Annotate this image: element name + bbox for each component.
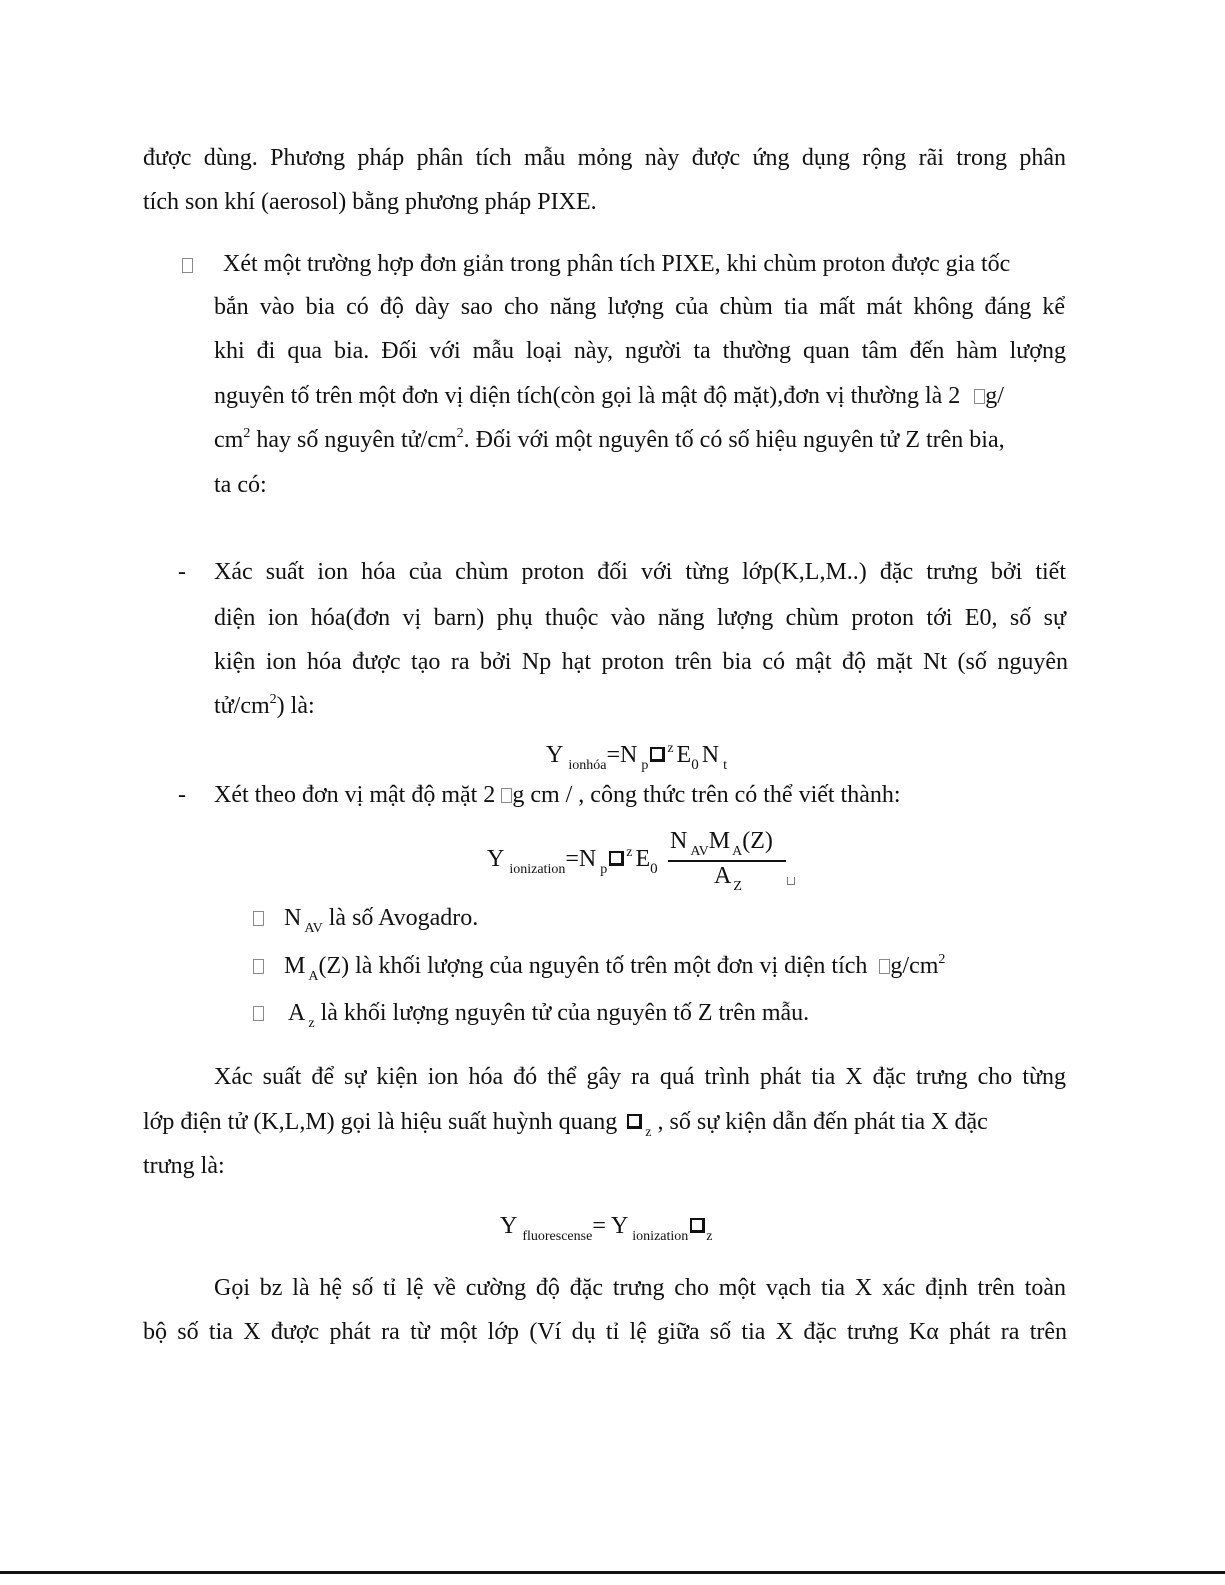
- bullet-case-line-2: bắn vào bia có độ dày sao cho năng lượng của chùm tia mất mát không đáng kể: [214, 294, 1065, 320]
- bz-line-2: bộ số tia X được phát ra từ một lớp (Ví dụ tỉ lệ giữa số tia X đặc trưng Kα phát ra trên: [143, 1319, 1067, 1345]
- line4-text-a: tử/cm: [214, 693, 270, 719]
- missing-glyph-icon: [879, 959, 890, 974]
- eq2-num-A: A: [732, 844, 743, 859]
- eq1-E-sub: 0: [691, 757, 699, 773]
- unit-text: g/: [985, 383, 1004, 409]
- line4-sup: 2: [269, 692, 277, 707]
- bullet-box-icon: [253, 1006, 264, 1021]
- def-sub: AV: [304, 921, 323, 936]
- bullet-case-line-6: ta có:: [214, 472, 267, 498]
- omega-glyph-icon: [690, 1218, 705, 1233]
- missing-glyph-icon: [501, 788, 512, 803]
- equation-ionization-1: [546, 740, 727, 774]
- unit-cm: cm: [214, 427, 244, 453]
- definition-item: [253, 903, 478, 937]
- eq2-z-sup: z: [626, 845, 633, 860]
- placeholder-glyph-icon: [787, 877, 795, 885]
- eq3-eq: = Y: [592, 1213, 629, 1239]
- dash-item-1-line-2: diện ion hóa(đơn vị barn) phụ thuộc vào năng lượng chùm proton tới E0, số sự: [214, 605, 1066, 631]
- dash-item-2-line: [214, 780, 901, 810]
- dash-marker-2: -: [178, 782, 186, 808]
- dash-item-1-line-4: [214, 691, 315, 725]
- eq2-eq: =N: [565, 846, 597, 872]
- eq1-N: N: [701, 742, 720, 768]
- fluor-sub: z: [645, 1125, 652, 1140]
- eq2-den-Z: Z: [733, 879, 742, 894]
- definition-item: [253, 998, 809, 1032]
- line4-text-b: ) là:: [276, 693, 315, 719]
- line5-text-b: hay số nguyên tử/: [250, 427, 428, 453]
- eq2-numerator: [670, 826, 773, 860]
- eq2-num-M: M: [708, 828, 731, 854]
- eq2-denominator: [714, 861, 742, 895]
- eq1-Y-sub: ionhóa: [568, 758, 607, 773]
- definition-item: [253, 951, 945, 985]
- eq2-num-N: N: [670, 828, 688, 854]
- page-bottom-rule: [0, 1571, 1225, 1574]
- eq2-Y-sub: ionization: [509, 862, 566, 877]
- dash-item-1-line-1: Xác suất ion hóa của chùm proton đối với từng lớp(K,L,M..) đặc trưng bởi tiết: [214, 559, 1066, 585]
- fluorescence-line-1: Xác suất để sự kiện ion hóa đó thể gây ra quá trình phát tia X đặc trưng cho từng: [214, 1064, 1066, 1090]
- equation-fluorescence: [500, 1211, 713, 1245]
- eq1-eq: =N: [606, 742, 638, 768]
- dash2-text-b: g cm / , công thức trên có thể viết thành:: [512, 782, 901, 808]
- eq1-z-sup: z: [667, 741, 674, 756]
- eq3-Y: Y: [500, 1213, 518, 1239]
- eq3-Y-sub: fluorescense: [522, 1229, 593, 1244]
- bullet-case-line-5: [214, 425, 1005, 459]
- def-sym2: (Z): [318, 953, 350, 979]
- missing-glyph-icon: [974, 389, 985, 404]
- def-text: là số Avogadro.: [322, 905, 479, 931]
- fluor-text-a: lớp điện tử (K,L,M) gọi là hiệu suất huỳnh quang: [143, 1109, 618, 1135]
- bullet-case-line-1: Xét một trường hợp đơn giản trong phân tích PIXE, khi chùm proton được gia tốc: [223, 251, 1011, 277]
- def-sub: A: [308, 969, 319, 984]
- def-unit-sup: 2: [938, 952, 946, 967]
- bz-line-1: Gọi bz là hệ số tỉ lệ về cường độ đặc trưng cho một vạch tia X xác định trên toàn: [214, 1275, 1066, 1301]
- eq2-E: E: [635, 846, 651, 872]
- intro-line-1: được dùng. Phương pháp phân tích mẫu mỏng này được ứng dụng rộng rãi trong phân: [143, 145, 1066, 171]
- eq3-sub2: ionization: [632, 1229, 689, 1244]
- eq1-p-sub: p: [641, 758, 649, 773]
- dash-item-1-line-3: kiện ion hóa được tạo ra bởi Np hạt proton trên bia có mật độ mặt Nt (số nguyên: [214, 649, 1068, 675]
- fluorescence-line-3: trưng là:: [143, 1153, 225, 1179]
- bullet-case-line-4-text: nguyên tố trên một đơn vị diện tích(còn gọi là mật độ mặt),đơn vị thường là 2: [214, 383, 961, 409]
- def-sym: M: [284, 953, 306, 979]
- eq1-Y: Y: [546, 742, 564, 768]
- def-sym: A: [288, 1000, 306, 1026]
- eq2-Y: Y: [487, 846, 505, 872]
- def-unit: g/cm: [890, 953, 939, 979]
- fluorescence-line-2: [143, 1107, 988, 1141]
- bullet-box-icon: [182, 250, 193, 280]
- eq3-z-sub: z: [706, 1229, 713, 1244]
- line5-text-d: . Đối với một nguyên tố có số hiệu nguyên tử Z trên bia,: [463, 427, 1005, 453]
- eq2-E-sub: 0: [650, 861, 658, 877]
- dash-marker: -: [178, 559, 186, 585]
- unit-cm-2: cm: [427, 427, 457, 453]
- bullet-box-icon: [253, 911, 264, 926]
- eq2-p-sub: p: [600, 862, 608, 877]
- eq2-num-Z: (Z): [742, 828, 773, 854]
- dash2-text-a: Xét theo đơn vị mật độ mặt 2: [214, 782, 496, 808]
- bullet-case-line-3: khi đi qua bia. Đối với mẫu loại này, người ta thường quan tâm đến hàm lượng: [214, 338, 1066, 364]
- eq2-left: [487, 844, 658, 878]
- eq1-E: E: [676, 742, 692, 768]
- unit-sup: 2: [243, 426, 251, 441]
- def-text: là khối lượng của nguyên tố trên một đơn vị diện tích: [349, 953, 868, 979]
- fluor-text-b: , số sự kiện dẫn đến phát tia X đặc: [651, 1109, 988, 1135]
- eq1-t-sub: t: [723, 758, 727, 773]
- eq2-num-AV: AV: [690, 844, 709, 859]
- def-sub: z: [308, 1016, 315, 1031]
- def-sym: N: [284, 905, 302, 931]
- unit-sup-2: 2: [456, 426, 464, 441]
- omega-glyph-icon: [627, 1114, 642, 1129]
- sigma-glyph-icon: [609, 851, 624, 866]
- intro-line-2: tích son khí (aerosol) bằng phương pháp PIXE.: [143, 189, 597, 215]
- bullet-box-icon: [253, 959, 264, 974]
- sigma-glyph-icon: [650, 747, 665, 762]
- def-text: là khối lượng nguyên tử của nguyên tố Z trên mẫu.: [314, 1000, 810, 1026]
- bullet-case-line-4: [214, 381, 1004, 411]
- eq2-den-A: A: [714, 863, 732, 889]
